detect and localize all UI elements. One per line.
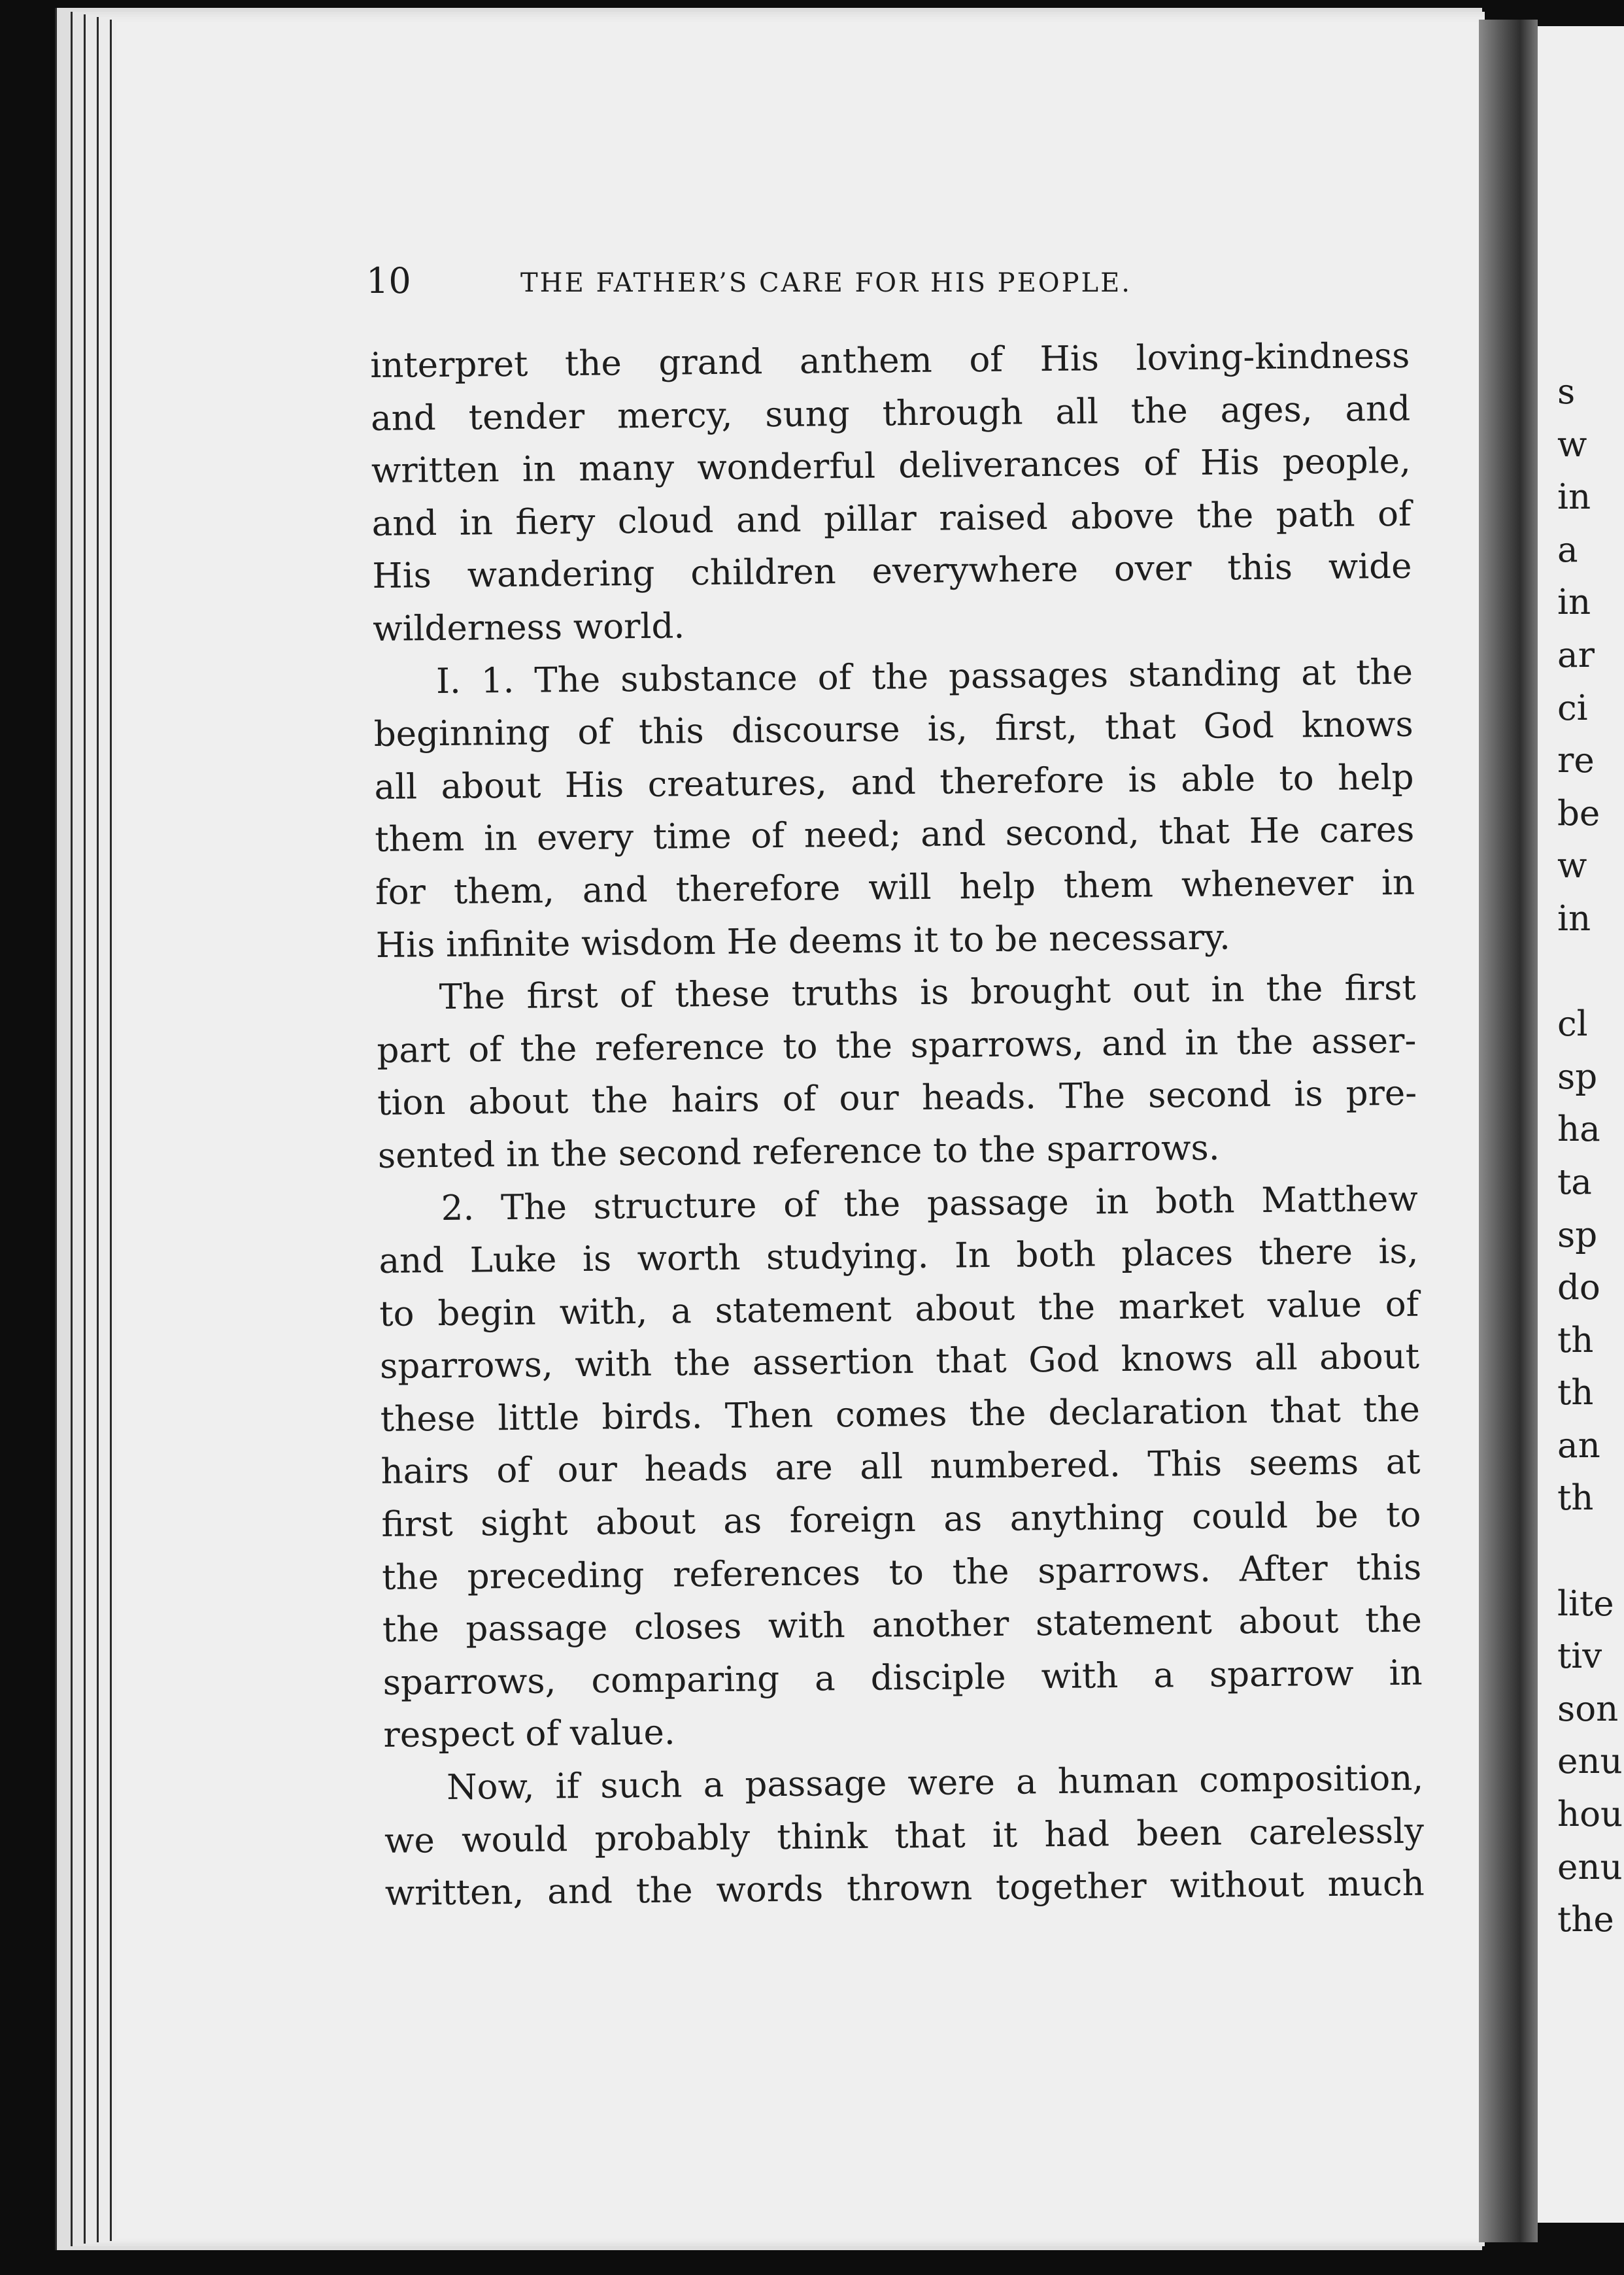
text-line: and tender mercy, sung through all the ages, and: [370, 388, 1411, 439]
text-line: tion about the hairs of our heads. The second is pre-: [377, 1073, 1417, 1124]
facing-page-line: lite: [1557, 1583, 1614, 1624]
facing-page-line: ha: [1557, 1109, 1600, 1150]
facing-page-line: enu: [1557, 1742, 1623, 1782]
facing-page-line: th: [1557, 1373, 1594, 1413]
text-line: for them, and therefore will help them whenever in: [375, 862, 1415, 913]
facing-page-line: son: [1557, 1689, 1619, 1729]
facing-page-line: enu: [1557, 1847, 1623, 1887]
facing-page-line: ar: [1557, 635, 1595, 675]
facing-page-line: the: [1557, 1900, 1614, 1940]
facing-page-line: sp: [1557, 1056, 1598, 1097]
facing-page-line: ta: [1557, 1162, 1592, 1202]
text-line: written in many wonderful deliverances of His people,: [371, 441, 1412, 492]
text-line: Now, if such a passage were a human composition,: [446, 1758, 1424, 1808]
facing-page-line: a: [1557, 530, 1578, 570]
text-line: sparrows, comparing a disciple with a sparrow in: [382, 1653, 1423, 1703]
text-line: I. 1. The substance of the passages standing at the: [435, 652, 1413, 701]
text-line: interpret the grand anthem of His loving-kindness: [370, 335, 1410, 386]
text-line: to begin with, a statement about the market value of: [379, 1284, 1419, 1334]
facing-page-line: sp: [1557, 1215, 1598, 1255]
page-header: [366, 255, 1347, 307]
facing-page: [1538, 26, 1624, 2223]
text-line: sparrows, with the assertion that God knows all about: [379, 1336, 1420, 1387]
facing-page-line: tiv: [1557, 1636, 1602, 1677]
text-line: and in fiery cloud and pillar raised above the path of: [371, 494, 1412, 544]
facing-page-line: [1557, 946, 1623, 999]
facing-page-line: w: [1557, 424, 1587, 465]
facing-page-line: [1557, 1525, 1623, 1578]
text-line: His infinite wisdom He deems it to be necessary.: [375, 917, 1231, 966]
text-line: and Luke is worth studying. In both places there is,: [379, 1231, 1419, 1282]
facing-page-line: w: [1557, 846, 1587, 886]
facing-page-line: s: [1557, 372, 1576, 412]
text-line: The first of these truths is brought out in the first: [439, 968, 1416, 1018]
facing-page-line: th: [1557, 1320, 1594, 1360]
text-line: the preceding references to the sparrows. After this: [381, 1547, 1422, 1598]
facing-page-line: cl: [1557, 1004, 1588, 1045]
facing-page-line: in: [1557, 582, 1591, 623]
text-line: respect of value.: [383, 1713, 676, 1756]
facing-page-line: do: [1557, 1268, 1600, 1308]
facing-page-line: th: [1557, 1478, 1594, 1519]
facing-page-line: in: [1557, 477, 1591, 518]
text-line: these little birds. Then comes the declaration that the: [380, 1389, 1421, 1440]
text-line: part of the reference to the sparrows, and in the asser-: [377, 1020, 1417, 1071]
page-number: 10: [366, 260, 411, 301]
text-line: beginning of this discourse is, first, that God knows: [373, 704, 1414, 755]
text-line: them in every time of need; and second, that He cares: [375, 810, 1415, 860]
running-head: THE FATHER’S CARE FOR HIS PEOPLE.: [520, 268, 1132, 298]
facing-page-line: re: [1557, 741, 1595, 781]
text-line: we would probably think that it had been carelessly: [384, 1811, 1425, 1861]
facing-page-text: [1557, 366, 1623, 1947]
text-line: sented in the second reference to the sparrows.: [377, 1128, 1220, 1176]
text-line: written, and the words thrown together without much: [384, 1863, 1425, 1914]
body-text: [370, 330, 1425, 1921]
text-line: His wandering children everywhere over this wide: [372, 547, 1412, 597]
text-line: 2. The structure of the passage in both Matthew: [441, 1179, 1418, 1228]
facing-page-line: be: [1557, 793, 1600, 834]
facing-page-line: hou: [1557, 1795, 1623, 1835]
text-line: wilderness world.: [372, 606, 685, 649]
text-line: the passage closes with another statement about the: [382, 1600, 1423, 1651]
book-gutter: [1479, 20, 1538, 2242]
facing-page-line: an: [1557, 1425, 1600, 1466]
text-line: first sight about as foreign as anything could be to: [381, 1494, 1421, 1545]
facing-page-line: in: [1557, 898, 1591, 939]
facing-page-line: ci: [1557, 688, 1588, 728]
text-line: hairs of our heads are all numbered. This seems at: [381, 1442, 1421, 1492]
text-line: all about His creatures, and therefore is able to help: [374, 757, 1414, 807]
